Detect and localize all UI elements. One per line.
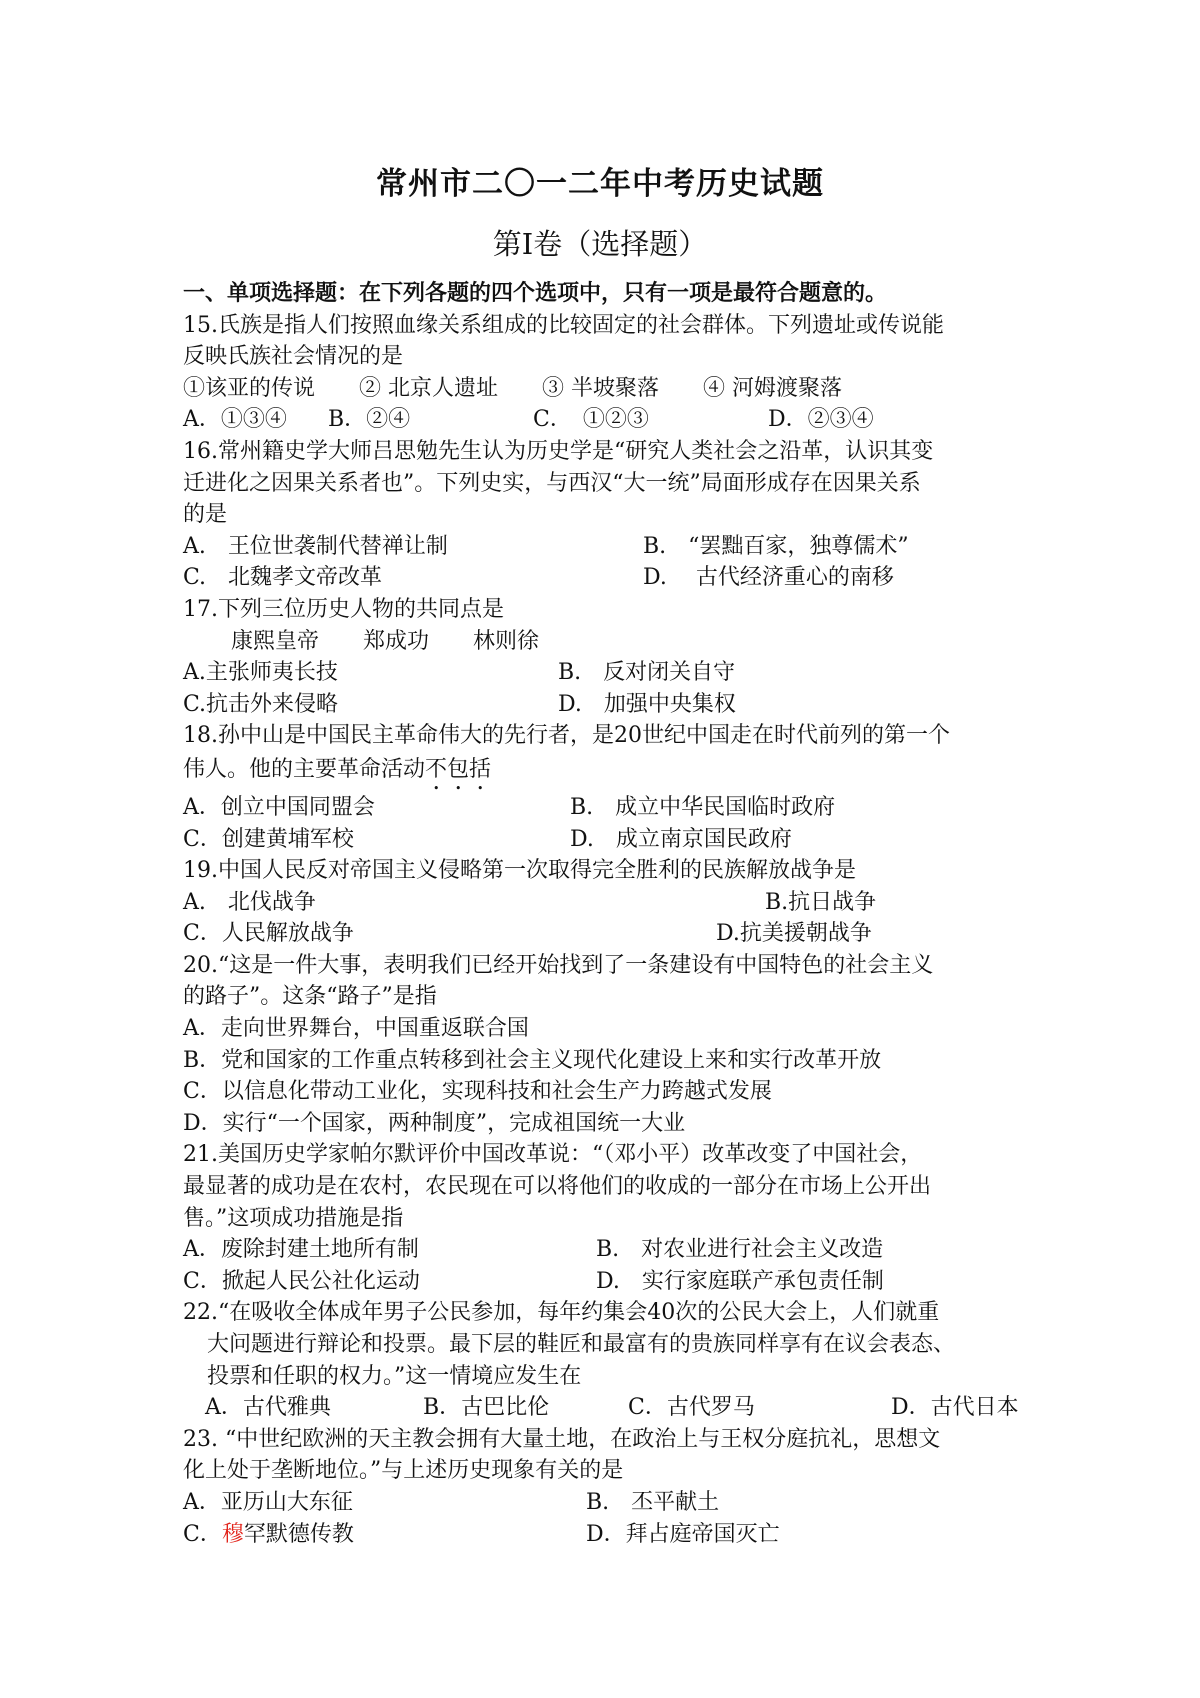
q19-option-c: C．人民解放战争 [183, 921, 354, 947]
q17-option-b: B. 反对闭关自守 [558, 660, 736, 686]
q20-option-a: A．走向世界舞台，中国重返联合国 [183, 1016, 529, 1042]
q16-option-d: D. 古代经济重心的南移 [643, 565, 894, 591]
q18-stem-line1: 18.孙中山是中国民主革命伟大的先行者，是20世纪中国走在时代前列的第一个 [183, 723, 950, 749]
q18-option-b: B. 成立中华民国临时政府 [570, 794, 836, 820]
q21-option-c: C．掀起人民公社化运动 [183, 1268, 420, 1294]
q18-option-c: C．创建黄埔军校 [183, 826, 354, 852]
q23-option-c [183, 1519, 354, 1551]
q21-stem-line2: 最显著的成功是在农村，农民现在可以将他们的收成的一部分在市场上公开出 [183, 1174, 932, 1200]
q15-option-c: C． ①②③ [533, 407, 649, 433]
q21-option-b: B. 对农业进行社会主义改造 [596, 1237, 884, 1263]
q21-stem-line1: 21.美国历史学家帕尔默评价中国改革说：“（邓小平）改革改变了中国社会， [183, 1142, 923, 1168]
q16-stem-line1: 16.常州籍史学大师吕思勉先生认为历史学是“研究人类社会之沿革，认识其变 [183, 438, 934, 464]
q22-option-d: D．古代日本 [891, 1395, 1019, 1421]
q18-options-row1 [183, 792, 1043, 824]
q15-options [183, 404, 1043, 436]
q20-option-b: B．党和国家的工作重点转移到社会主义现代化建设上来和实行改革开放 [183, 1047, 882, 1073]
q19-option-d: D.抗美援朝战争 [716, 921, 872, 947]
q15-option-a: A．①③④ [183, 407, 287, 433]
q22-options [183, 1392, 1043, 1424]
q15-stem-line2: 反映氏族社会情况的是 [183, 344, 404, 370]
q17-options-row2 [183, 689, 1043, 721]
q15-items: ①该亚的传说 ② 北京人遗址 ③ 半坡聚落 ④ 河姆渡聚落 [183, 375, 842, 401]
part-subtitle: 第Ⅰ卷（选择题） [492, 227, 708, 261]
q21-option-d: D. 实行家庭联产承包责任制 [596, 1268, 884, 1294]
q17-options-row1 [183, 657, 1043, 689]
q23-option-c-rest: 罕默德传教 [243, 1521, 354, 1547]
q17-option-a: A.主张师夷长技 [183, 660, 338, 686]
q17-people: 康熙皇帝 郑成功 林则徐 [231, 628, 540, 654]
q20-stem-line2: 的路子”。这条“路子”是指 [183, 984, 437, 1010]
q21-options-row2 [183, 1266, 1043, 1298]
q22-option-a: A．古代雅典 [205, 1395, 331, 1421]
q18-option-d: D. 成立南京国民政府 [570, 826, 792, 852]
q15-stem-line1: 15.氏族是指人们按照血缘关系组成的比较固定的社会群体。下列遗址或传说能 [183, 312, 944, 338]
q18-stem-text: 伟人。他的主要革命活动 [183, 756, 426, 782]
q23-stem-line1: 23. “中世纪欧洲的天主教会拥有大量土地，在政治上与王权分庭抗礼，思想文 [183, 1426, 941, 1452]
q22-option-c: C．古代罗马 [628, 1395, 755, 1421]
q23-option-b: B. 丕平献土 [586, 1489, 720, 1515]
q20-option-d: D．实行“一个国家，两种制度”，完成祖国统一大业 [183, 1110, 686, 1136]
q20-option-c: C．以信息化带动工业化，实现科技和社会生产力跨越式发展 [183, 1079, 772, 1105]
q19-options-row2 [183, 918, 1043, 950]
q18-stem-line2 [183, 752, 1043, 792]
question-list [183, 278, 1043, 1550]
q16-option-b: B. “罢黜百家，独尊儒术” [643, 533, 909, 559]
q22-stem-line2: 大问题进行辩论和投票。最下层的鞋匠和最富有的贵族同样享有在议会表态、 [207, 1332, 956, 1357]
q18-option-a: A．创立中国同盟会 [183, 794, 375, 820]
q19-option-a: A. 北伐战争 [183, 889, 316, 915]
q16-option-a: A. 王位世袭制代替禅让制 [183, 533, 448, 559]
q21-options-row1 [183, 1234, 1043, 1266]
q16-options-row1 [183, 531, 1043, 563]
q19-option-b: B.抗日战争 [765, 889, 877, 915]
page-title: 常州市二〇一二年中考历史试题 [376, 166, 824, 202]
q23-stem-line2: 化上处于垄断地位。”与上述历史现象有关的是 [183, 1458, 624, 1484]
q16-stem-line3: 的是 [183, 502, 228, 528]
q18-emphasis: 不包括 [425, 756, 492, 782]
q23-option-a: A．亚历山大东征 [183, 1489, 353, 1515]
q23-option-c-highlight: 穆 [221, 1521, 244, 1547]
q22-stem-line3: 投票和任职的权力。”这一情境应发生在 [207, 1363, 582, 1389]
q20-stem-line1: 20.“这是一件大事，表明我们已经开始找到了一条建设有中国特色的社会主义 [183, 952, 934, 978]
q15-option-b: B．②④ [328, 407, 411, 433]
q22-option-b: B．古巴比伦 [423, 1395, 550, 1421]
q19-stem: 19.中国人民反对帝国主义侵略第一次取得完全胜利的民族解放战争是 [183, 858, 856, 884]
q17-stem: 17.下列三位历史人物的共同点是 [183, 596, 504, 622]
q16-option-c: C. 北魏孝文帝改革 [183, 565, 383, 591]
q16-stem-line2: 迁进化之因果关系者也”。下列史实，与西汉“大一统”局面形成存在因果关系 [183, 470, 921, 496]
q21-option-a: A．废除封建土地所有制 [183, 1237, 419, 1263]
q23-option-c-prefix: C． [183, 1521, 222, 1547]
q23-option-d: D．拜占庭帝国灭亡 [586, 1521, 780, 1547]
q17-option-c: C.抗击外来侵略 [183, 691, 339, 717]
q22-stem-line1: 22.“在吸收全体成年男子公民参加，每年约集会40次的公民大会上，人们就重 [183, 1300, 940, 1326]
q19-options-row1 [183, 887, 1043, 919]
q23-options-row1 [183, 1487, 1043, 1519]
section-heading: 一、单项选择题：在下列各题的四个选项中，只有一项是最符合题意的。 [183, 280, 888, 306]
q17-option-d: D. 加强中央集权 [558, 691, 736, 717]
q23-options-row2 [183, 1519, 1043, 1551]
q21-stem-line3: 售。”这项成功措施是指 [183, 1205, 404, 1231]
q16-options-row2 [183, 562, 1043, 594]
q18-options-row2 [183, 824, 1043, 856]
q15-option-d: D．②③④ [768, 407, 874, 433]
